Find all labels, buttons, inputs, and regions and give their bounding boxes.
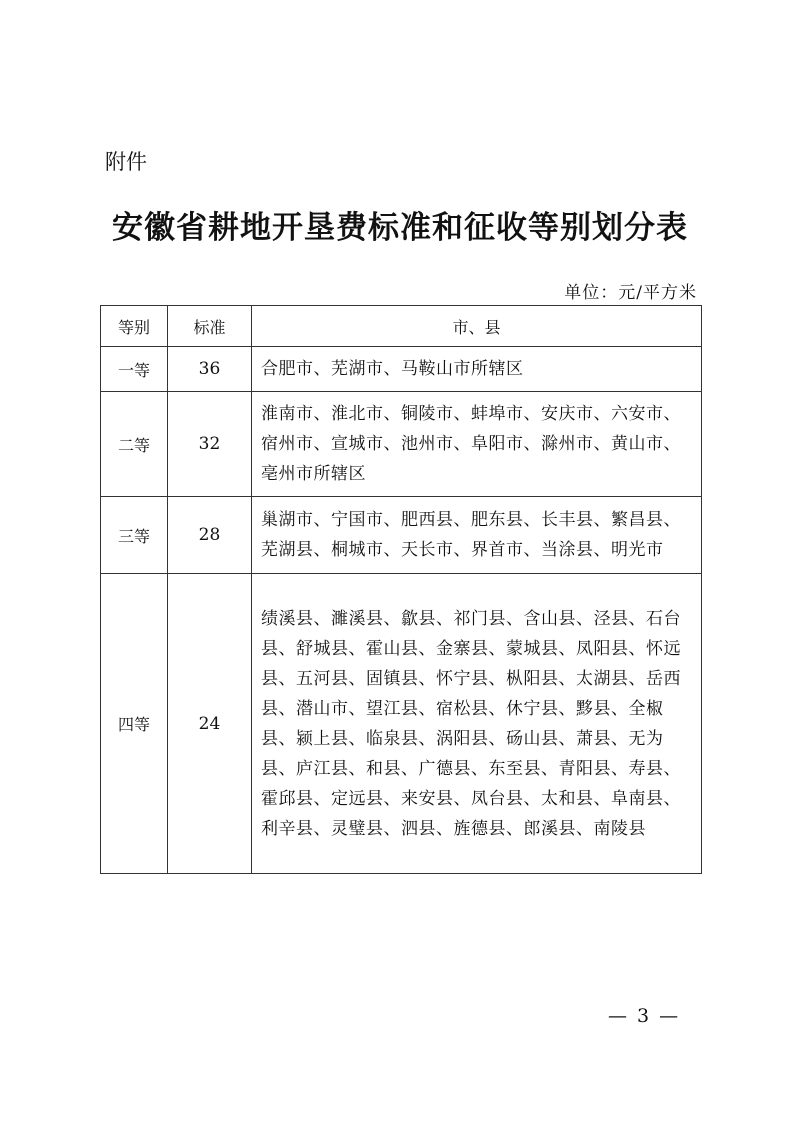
standard-cell: 24	[168, 574, 252, 874]
table-row	[101, 497, 702, 574]
header-standard: 标准	[168, 306, 252, 347]
grade-table	[100, 305, 702, 874]
standard-cell: 36	[168, 347, 252, 392]
table-row	[101, 574, 702, 874]
unit-label: 单位：元/平方米	[564, 283, 697, 303]
header-grade: 等别	[101, 306, 168, 347]
grade-cell: 四等	[101, 574, 168, 874]
standard-cell: 32	[168, 392, 252, 497]
header-areas: 市、县	[252, 306, 702, 347]
areas-cell: 绩溪县、濉溪县、歙县、祁门县、含山县、泾县、石台县、舒城县、霍山县、金寨县、蒙城县、凤阳县、怀远县、五河县、固镇县、怀宁县、枞阳县、太湖县、岳西县、潜山市、望江县、宿松县、休宁县、黟县、全椒县、颍上县、临泉县、涡阳县、砀山县、萧县、无为县、庐江县、和县、广德县、东至县、青阳县、寿县、霍邱县、定远县、来安县、凤台县、太和县、阜南县、利辛县、灵璧县、泗县、旌德县、郎溪县、南陵县	[252, 574, 702, 874]
areas-cell: 巢湖市、宁国市、肥西县、肥东县、长丰县、繁昌县、芜湖县、桐城市、天长市、界首市、当涂县、明光市	[252, 497, 702, 574]
attachment-label: 附件	[105, 150, 147, 174]
areas-cell: 淮南市、淮北市、铜陵市、蚌埠市、安庆市、六安市、宿州市、宣城市、池州市、阜阳市、滁州市、黄山市、亳州市所辖区	[252, 392, 702, 497]
document-title: 安徽省耕地开垦费标准和征收等别划分表	[112, 210, 688, 246]
page-number: — 3 —	[608, 1005, 681, 1027]
table-row	[101, 392, 702, 497]
grade-cell: 三等	[101, 497, 168, 574]
standard-cell: 28	[168, 497, 252, 574]
areas-cell: 合肥市、芜湖市、马鞍山市所辖区	[252, 347, 702, 392]
grade-cell: 一等	[101, 347, 168, 392]
grade-cell: 二等	[101, 392, 168, 497]
table-row	[101, 347, 702, 392]
table-header-row	[101, 306, 702, 347]
